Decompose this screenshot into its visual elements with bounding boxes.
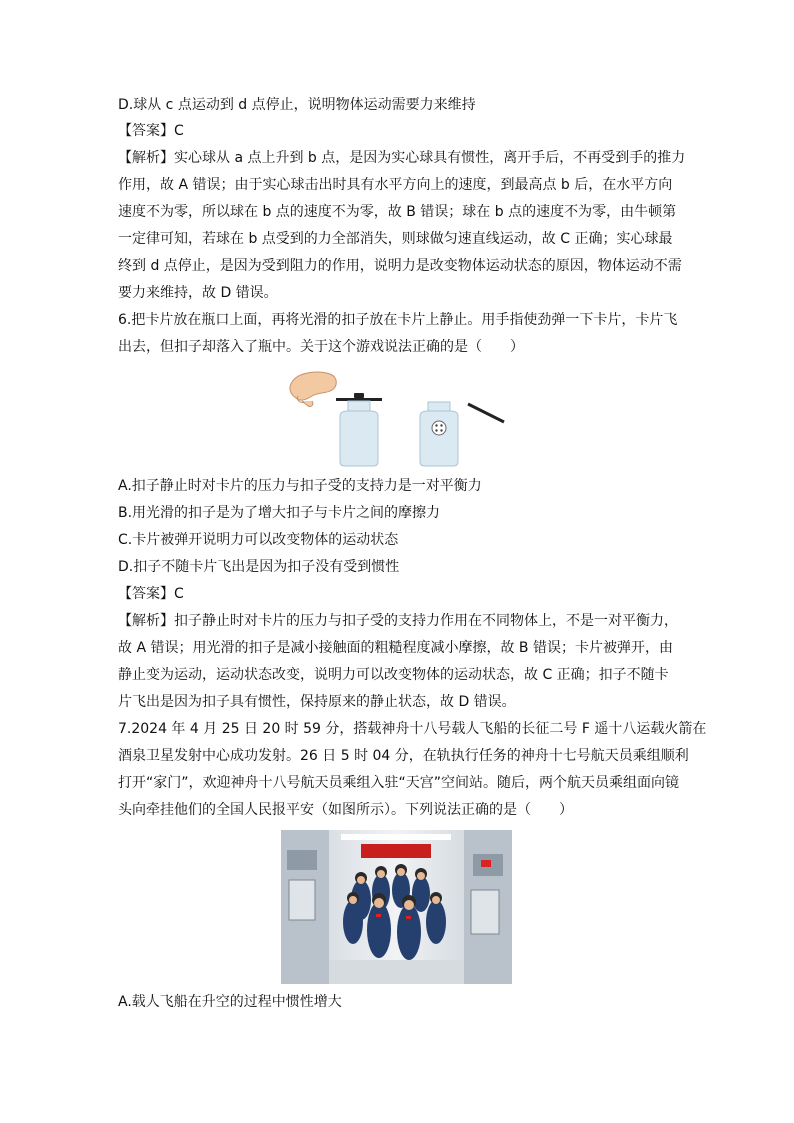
bottle-right-icon [420, 402, 458, 466]
q5-explanation-line-2: 作用，故 A 错误；由于实心球击出时具有水平方向上的速度，到最高点 b 后，在水平方向 [118, 177, 673, 193]
q5-option-d: D.球从 c 点运动到 d 点停止，说明物体运动需要力来维持 [118, 97, 476, 113]
q5-explanation-line-6: 要力来维持，故 D 错误。 [118, 285, 278, 301]
q6-answer: 【答案】C [118, 586, 184, 602]
q6-option-b: B.用光滑的扣子是为了增大扣子与卡片之间的摩擦力 [118, 505, 441, 521]
q7-stem-line-4: 头向牵挂他们的全国人民报平安（如图所示）。下列说法正确的是（ ） [118, 802, 573, 818]
q5-answer: 【答案】C [118, 123, 184, 139]
q6-stem-line-1: 6.把卡片放在瓶口上面，再将光滑的扣子放在卡片上静止。用手指使劲弹一下卡片，卡片飞 [118, 312, 678, 328]
q6-option-d: D.扣子不随卡片飞出是因为扣子没有受到惯性 [118, 559, 400, 575]
flying-card-icon [468, 404, 504, 422]
bottle-card-button-figure [288, 368, 518, 472]
q7-stem-line-2: 酒泉卫星发射中心成功发射。26 日 5 时 04 分，在轨执行任务的神舟十七号航天员乘组顺利 [118, 748, 689, 764]
q6-explanation-line-1: 【解析】扣子静止时对卡片的压力与扣子受的支持力作用在不同物体上，不是一对平衡力， [118, 613, 678, 629]
hand-icon [290, 372, 336, 406]
q6-explanation-line-2: 故 A 错误；用光滑的扣子是减小接触面的粗糙程度减小摩擦，故 B 错误；卡片被弹开，由 [118, 640, 673, 656]
q5-explanation-line-4: 一定律可知，若球在 b 点受到的力全部消失，则球做匀速直线运动，故 C 正确；实心球最 [118, 231, 673, 247]
space-station-photo [281, 830, 512, 984]
q5-explanation-line-1: 【解析】实心球从 a 点上升到 b 点，是因为实心球具有惯性，离开手后，不再受到手的推力 [118, 150, 686, 166]
bottle-left-icon [340, 401, 378, 466]
q6-explanation-line-4: 片飞出是因为扣子具有惯性，保持原来的静止状态，故 D 错误。 [118, 694, 516, 710]
q7-stem-line-1: 7.2024 年 4 月 25 日 20 时 59 分，搭载神舟十八号载人飞船的长征二号 F 遥十八运载火箭在 [118, 721, 707, 737]
button-icon [354, 393, 364, 398]
q6-option-a: A.扣子静止时对卡片的压力与扣子受的支持力是一对平衡力 [118, 478, 482, 494]
q7-option-a: A.载人飞船在升空的过程中惯性增大 [118, 994, 342, 1010]
q6-option-c: C.卡片被弹开说明力可以改变物体的运动状态 [118, 532, 399, 548]
q7-stem-line-3: 打开“家门”，欢迎神舟十八号航天员乘组入驻“天宫”空间站。随后，两个航天员乘组面向镜 [118, 775, 680, 791]
q5-explanation-line-5: 终到 d 点停止，是因为受到阻力的作用，说明力是改变物体运动状态的原因，物体运动不需 [118, 258, 682, 274]
q6-stem-line-2: 出去，但扣子却落入了瓶中。关于这个游戏说法正确的是（ ） [118, 339, 524, 355]
q6-explanation-line-3: 静止变为运动，运动状态改变，说明力可以改变物体的运动状态，故 C 正确；扣子不随卡 [118, 667, 669, 683]
q5-explanation-line-3: 速度不为零，所以球在 b 点的速度不为零，故 B 错误；球在 b 点的速度不为零，由牛顿第 [118, 204, 677, 220]
